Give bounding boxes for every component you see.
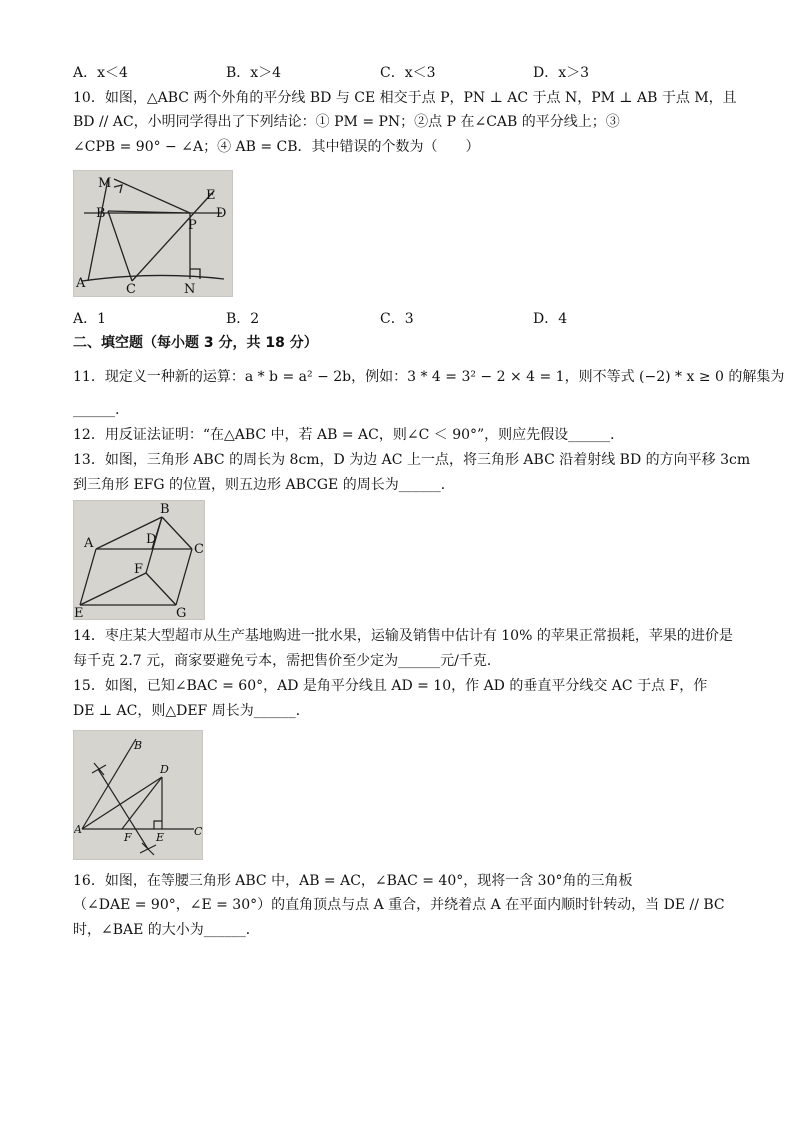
q9-option-d: D．x＞3 xyxy=(533,65,590,81)
q10-text-line1: 10．如图，△ABC 两个外角的平分线 BD 与 CE 相交于点 P，PN ⊥ AC 于点 N，PM ⊥ AB 于点 M，且 xyxy=(73,90,737,106)
q13-label-b: B xyxy=(160,502,170,517)
q15-label-a: A xyxy=(74,823,82,836)
q15-label-d: D xyxy=(160,763,169,776)
q11-text-line1: 11．现定义一种新的运算：a * b = a² − 2b，例如：3 * 4 = 3² − 2 × 4 = 1，则不等式 (−2) * x ≥ 0 的解集为 xyxy=(73,369,785,385)
q12-text: 12．用反证法证明：“在△ABC 中，若 AB = AC，则∠C ＜ 90°”，则应先假设______． xyxy=(73,427,625,443)
q13-label-d: D xyxy=(146,532,157,547)
q14-text-line2: 每千克 2.7 元，商家要避免亏本，需把售价至少定为______元/千克． xyxy=(73,653,501,669)
q10-label-m: M xyxy=(98,176,112,191)
q10-option-b: B．2 xyxy=(226,311,260,327)
q10-label-a: A xyxy=(76,276,86,291)
q10-label-b: B xyxy=(96,206,106,221)
q15-label-f: F xyxy=(124,831,132,844)
q13-label-f: F xyxy=(134,562,144,577)
q10-label-p: P xyxy=(188,218,197,233)
q10-option-a: A．1 xyxy=(73,311,107,327)
q13-label-e: E xyxy=(74,606,84,619)
q13-text-line1: 13．如图，三角形 ABC 的周长为 8cm，D 为边 AC 上一点，将三角形 ABC 沿着射线 BD 的方向平移 3cm xyxy=(73,452,751,468)
section-heading: 二、填空题（每小题 3 分，共 18 分） xyxy=(73,335,318,351)
q15-label-e: E xyxy=(156,831,165,844)
q16-text-line2: （∠DAE = 90°，∠E = 30°）的直角顶点与点 A 重合，并绕着点 A 在平面内顺时针转动，当 DE // BC xyxy=(73,897,725,913)
q10-label-c: C xyxy=(126,282,136,296)
q15-text-line2: DE ⊥ AC，则△DEF 周长为______． xyxy=(73,703,310,719)
q10-label-d: D xyxy=(216,206,227,221)
q9-option-a: A．x＜4 xyxy=(73,65,128,81)
q11-text-line2: ______. xyxy=(73,402,120,418)
q13-figure xyxy=(73,500,205,620)
q15-label-c: C xyxy=(194,825,202,838)
q13-label-a: A xyxy=(84,536,94,551)
q13-text-line2: 到三角形 EFG 的位置，则五边形 ABCGE 的周长为______． xyxy=(73,477,455,493)
q10-label-n: N xyxy=(184,282,196,296)
q13-label-g: G xyxy=(176,606,187,619)
q15-text-line1: 15．如图，已知∠BAC = 60°，AD 是角平分线且 AD = 10，作 AD 的垂直平分线交 AC 于点 F，作 xyxy=(73,678,708,694)
q10-figure xyxy=(73,170,233,297)
q15-figure xyxy=(73,730,203,860)
q10-option-d: D．4 xyxy=(533,311,568,327)
q9-option-b: B．x＞4 xyxy=(226,65,282,81)
q10-text-line3: ∠CPB = 90° − ∠A；④ AB = CB．其中错误的个数为（ ） xyxy=(73,139,480,155)
q14-text-line1: 14．枣庄某大型超市从生产基地购进一批水果，运输及销售中估计有 10% 的苹果正常损耗，苹果的进价是 xyxy=(73,628,733,644)
q10-text-line2: BD // AC，小明同学得出了下列结论：① PM = PN；②点 P 在∠CAB 的平分线上；③ xyxy=(73,114,620,130)
q10-option-c: C．3 xyxy=(380,311,414,327)
q16-text-line3: 时，∠BAE 的大小为______． xyxy=(73,922,260,938)
q13-label-c: C xyxy=(194,542,204,557)
q10-label-e: E xyxy=(206,188,216,203)
q15-label-b: B xyxy=(134,739,143,752)
q16-text-line1: 16．如图，在等腰三角形 ABC 中，AB = AC，∠BAC = 40°，现将一含 30°角的三角板 xyxy=(73,873,633,889)
q9-option-c: C．x＜3 xyxy=(380,65,436,81)
